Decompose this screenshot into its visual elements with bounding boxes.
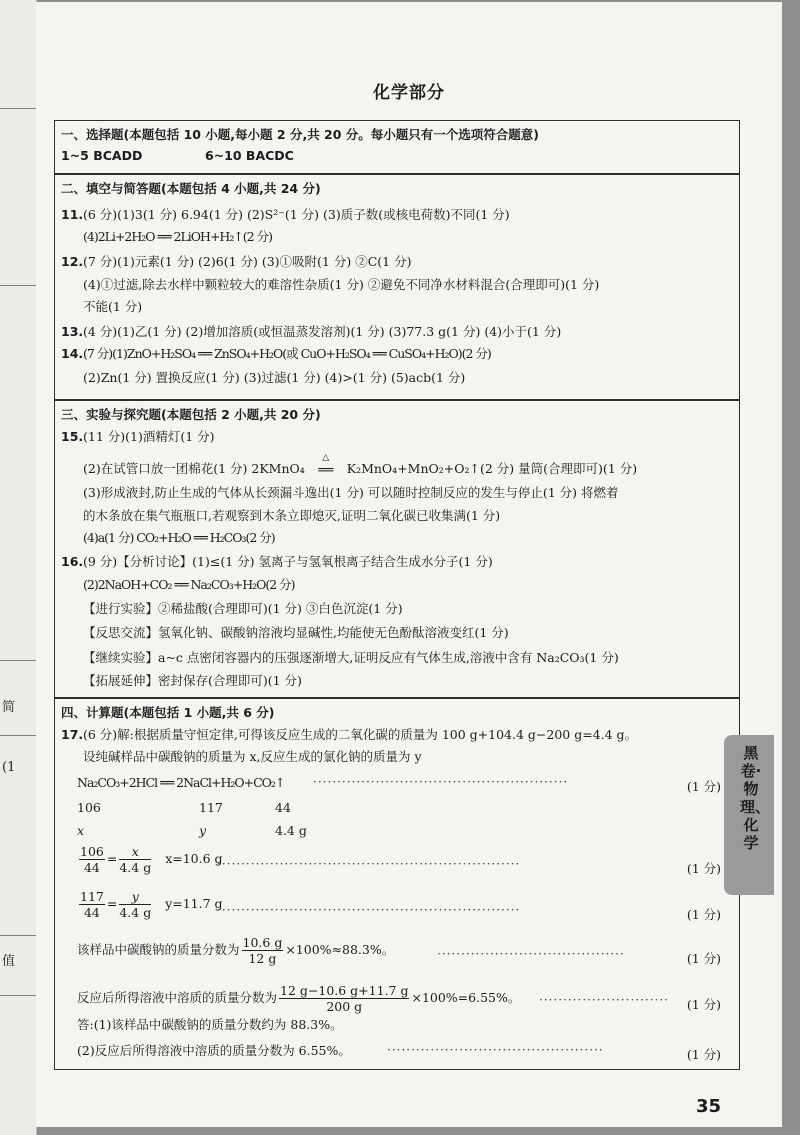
fraction xyxy=(119,889,151,920)
answer-line: 【进行实验】②稀盐酸(合理即可)(1 分) ③白色沉淀(1 分) xyxy=(83,601,403,616)
percentage-sodium-carbonate xyxy=(77,935,394,966)
heat-symbol: △ xyxy=(322,452,330,463)
answer-text: (2)在试管口放一团棉花(1 分) 2KMnO₄ xyxy=(83,461,305,476)
answer-line: (6 分)解:根据质量守恒定律,可得该反应生成的二氧化碳的质量为 100 g+104.4 g−200 g=4.4 g。 xyxy=(83,727,638,742)
score: (1 分) xyxy=(686,1047,721,1062)
answer-line: (4)a(1 分) CO₂+H₂O ══ H₂CO₃(2 分) xyxy=(83,530,275,545)
section-calculation xyxy=(54,698,740,1070)
answer-line: (7 分)(1)元素(1 分) (2)6(1 分) (3)①吸附(1 分) ②C(1 分) xyxy=(83,254,412,269)
formula-suffix: ×100%≈88.3%。 xyxy=(285,942,395,957)
fraction xyxy=(242,935,284,966)
answer-line: 【反思交流】氢氧化钠、碳酸钠溶液均显碱性,均能使无色酚酞溶液变红(1 分) xyxy=(83,625,509,640)
denominator: 4.4 g xyxy=(119,860,152,875)
section-heading: 二、填空与简答题(本题包括 4 小题,共 24 分) xyxy=(61,181,321,196)
answer-line xyxy=(83,452,638,478)
section-heading: 一、选择题(本题包括 10 小题,每小题 2 分,共 20 分。每小题只有一个选项符合题意) xyxy=(61,127,540,142)
answer-line: (2)2NaOH+CO₂ ══ Na₂CO₃+H₂O(2 分) xyxy=(83,577,295,592)
adjacent-page-strip xyxy=(0,0,37,1135)
margin-fragment: 值 xyxy=(2,954,16,969)
answer-line: (4 分)(1)乙(1 分) (2)增加溶质(或恒温蒸发溶剂)(1 分) (3)77.3 g(1 分) (4)小于(1 分) xyxy=(83,324,562,339)
variable: x xyxy=(77,823,85,838)
proportion-y: $\frac{117}{44}$ = $\frac{y}{4.4 g}$ y=11.7 g xyxy=(80,889,223,920)
section-heading: 四、计算题(本题包括 1 小题,共 6 分) xyxy=(61,705,275,720)
numerator: 10.6 g xyxy=(242,935,283,950)
score: (1 分) xyxy=(686,861,721,876)
answer-line: 【拓展延伸】密封保存(合理即可)(1 分) xyxy=(83,673,302,688)
chemical-equation: Na₂CO₃+2HCl ══ 2NaCl+H₂O+CO₂↑ xyxy=(77,775,285,790)
leader-dots: ······································· xyxy=(437,947,625,961)
mass-value: 4.4 g xyxy=(275,823,307,838)
section-choice xyxy=(54,120,740,174)
answer-line: 【继续实验】a~c 点密闭容器内的压强逐渐增大,证明反应有气体生成,溶液中含有 Na₂CO₃(1 分) xyxy=(83,650,619,665)
numerator: 12 g−10.6 g+11.7 g xyxy=(280,983,409,998)
answer-line: 不能(1 分) xyxy=(83,299,143,314)
denominator: 44 xyxy=(83,860,100,875)
margin-fragment: 简 xyxy=(2,700,16,715)
answer-line: (2)Zn(1 分) 置换反应(1 分) (3)过滤(1 分) (4)>(1 分) (5)acb(1 分) xyxy=(83,370,466,385)
variable: y xyxy=(199,823,207,838)
question-number: 15. xyxy=(61,429,84,444)
result: y=11.7 g xyxy=(165,896,223,911)
fraction xyxy=(79,889,105,920)
section-heading: 三、实验与探究题(本题包括 2 小题,共 20 分) xyxy=(61,407,321,422)
score: (1 分) xyxy=(686,997,721,1012)
margin-fragment: (1 xyxy=(2,760,16,775)
percentage-solute xyxy=(77,983,520,1014)
section-experiment xyxy=(54,400,740,698)
answer-conclusion: (2)反应后所得溶液中溶质的质量分数为 6.55%。 xyxy=(77,1043,351,1058)
question-number: 12. xyxy=(61,254,84,269)
denominator: 200 g xyxy=(326,999,363,1014)
answers-1-5: 1~5 BCADD xyxy=(61,148,143,163)
answer-line: (11 分)(1)酒精灯(1 分) xyxy=(83,429,215,444)
leader-dots: ············································· xyxy=(387,1043,604,1057)
leader-dots: ····················································· xyxy=(313,775,569,789)
question-number: 16. xyxy=(61,554,84,569)
molar-mass: 117 xyxy=(199,800,223,815)
answer-line: (7 分)(1)ZnO+H₂SO₄ ══ ZnSO₄+H₂O(或 CuO+H₂SO₄ ══ CuSO₄+H₂O)(2 分) xyxy=(83,346,491,361)
answer-conclusion: 答:(1)该样品中碳酸钠的质量分数约为 88.3%。 xyxy=(77,1017,343,1032)
score: (1 分) xyxy=(686,779,721,794)
answer-line: (9 分)【分析讨论】(1)≤(1 分) 氢离子与氢氧根离子结合生成水分子(1 分) xyxy=(83,554,493,569)
molar-mass: 44 xyxy=(275,800,291,815)
side-tab-label: 黑卷·物理、化学 xyxy=(740,744,771,852)
heat-arrow: △ ══ xyxy=(309,462,343,478)
proportion-x: $\frac{106}{44}$ = $\frac{x}{4.4 g}$ x=10.6 g xyxy=(80,844,223,875)
denominator: 12 g xyxy=(248,951,277,966)
formula-prefix: 反应后所得溶液中溶质的质量分数为 xyxy=(77,990,278,1005)
fraction xyxy=(119,844,151,875)
page-number: 35 xyxy=(696,1096,722,1117)
answer-line: (6 分)(1)3(1 分) 6.94(1 分) (2)S²⁻(1 分) (3)质子数(或核电荷数)不同(1 分) xyxy=(83,207,510,222)
question-number: 17. xyxy=(61,727,84,742)
fraction xyxy=(279,983,409,1014)
page-title: 化学部分 xyxy=(373,83,445,103)
numerator: 106 xyxy=(80,844,104,859)
answer-page xyxy=(36,2,782,1127)
section-fill-in xyxy=(54,174,740,400)
numerator: y xyxy=(119,889,151,905)
question-number: 11. xyxy=(61,207,84,222)
score: (1 分) xyxy=(686,951,721,966)
answer-line: 的木条放在集气瓶瓶口,若观察到木条立即熄灭,证明二氧化碳已收集满(1 分) xyxy=(83,508,501,523)
fraction xyxy=(79,844,105,875)
answers-6-10: 6~10 BACDC xyxy=(205,148,294,163)
answer-line: (4)①过滤,除去水样中颗粒较大的难溶性杂质(1 分) ②避免不同净水材料混合(合理即可)(1 分) xyxy=(83,277,600,292)
formula-prefix: 该样品中碳酸钠的质量分数为 xyxy=(77,942,240,957)
denominator: 4.4 g xyxy=(119,905,152,920)
answer-line: (4)2Li+2H₂O ══ 2LiOH+H₂↑(2 分) xyxy=(83,229,272,244)
denominator: 44 xyxy=(83,905,100,920)
question-number: 13. xyxy=(61,324,84,339)
result: x=10.6 g xyxy=(165,851,223,866)
numerator: 117 xyxy=(80,889,104,904)
answer-line: 设纯碱样品中碳酸钠的质量为 x,反应生成的氯化钠的质量为 y xyxy=(83,749,422,764)
score: (1 分) xyxy=(686,907,721,922)
formula-suffix: ×100%=6.55%。 xyxy=(411,990,521,1005)
answer-line: (3)形成液封,防止生成的气体从长颈漏斗逸出(1 分) 可以随时控制反应的发生与停止(1 分) 将燃着 xyxy=(83,485,619,500)
leader-dots: ··························· xyxy=(539,993,669,1007)
answer-text: K₂MnO₄+MnO₂+O₂↑(2 分) 量筒(合理即可)(1 分) xyxy=(346,461,638,476)
leader-dots: ······························································· xyxy=(217,903,521,917)
leader-dots: ······························································· xyxy=(217,857,521,871)
question-number: 14. xyxy=(61,346,84,361)
molar-mass: 106 xyxy=(77,800,101,815)
numerator: x xyxy=(119,844,151,860)
